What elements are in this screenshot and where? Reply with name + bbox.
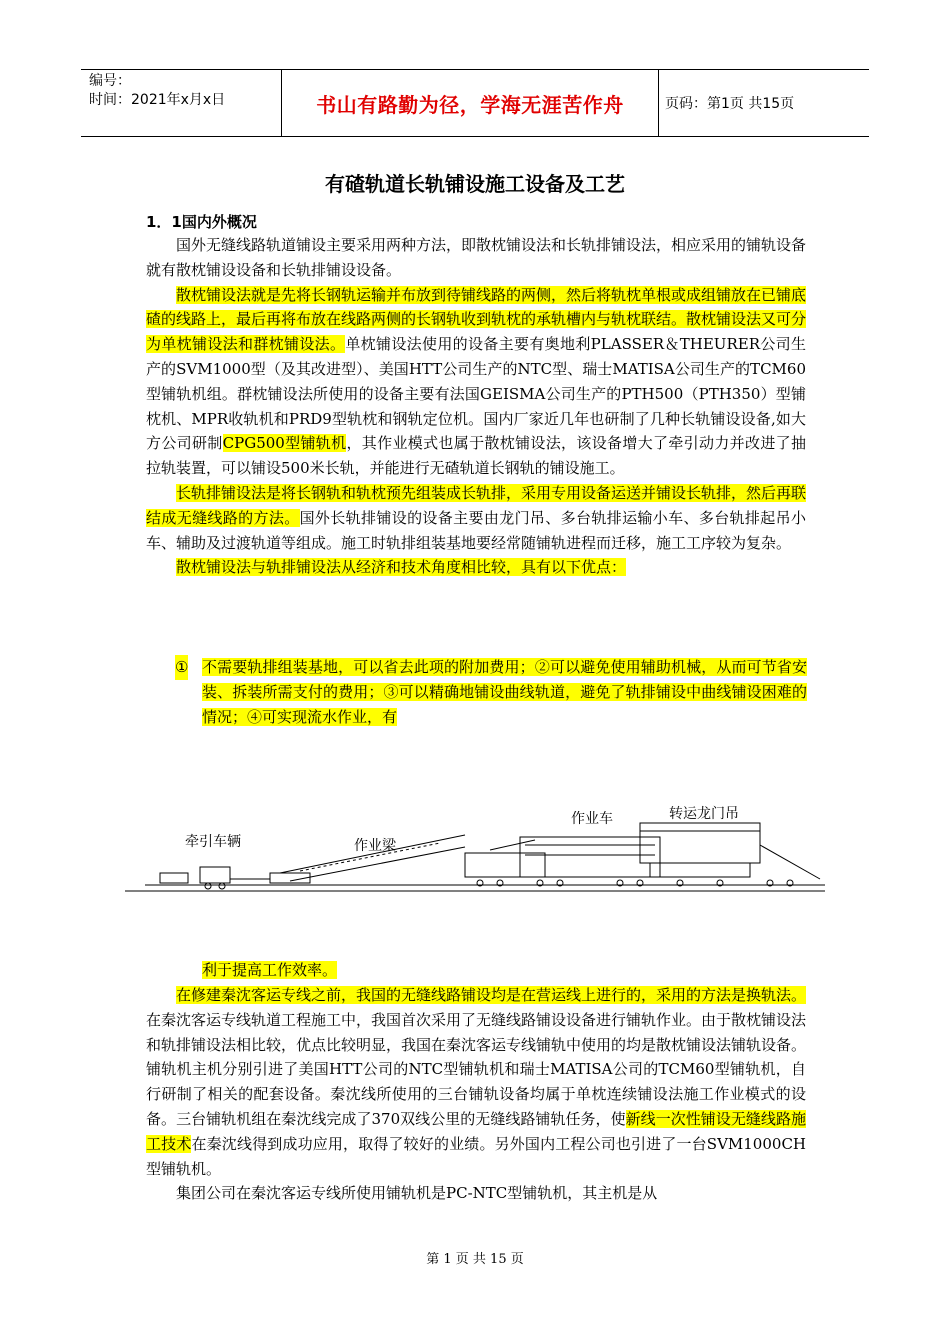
label-work-beam: 作业梁 xyxy=(354,838,396,854)
list-item xyxy=(202,655,807,729)
highlight: 利于提高工作效率。 xyxy=(202,961,338,979)
paragraph-overview: 国外无缝线路轨道铺设主要采用两种方法，即散枕铺设法和长轨排铺设法，相应采用的铺轨设备就有散枕铺设设备和长轨排铺设设备。 xyxy=(146,236,807,279)
highlight: 新线一次性铺设无缝线路施工技术 xyxy=(146,1109,806,1153)
paragraph-text: 在秦沈客运专线轨道工程施工中，我国首次采用了无缝线路铺设设备进行铺轨作业。由于散枕铺设法和轨排铺设法相比较，优点比较明显，我国在秦沈客运专线铺轨中使用的均是散枕铺设法铺轨设备。铺轨机主机分别引进了美国HTT公司的NTC型铺轨机和瑞士MATISA公司的TCM60型铺轨机，自行研制了相关的配套设备。秦沈线所使用的三台铺轨设备均属于单枕连续铺设法施工作业模式的设备。三台铺轨机组在秦沈线完成了370双线公里的无缝线路铺轨任务，使 xyxy=(146,1010,807,1128)
label-gantry-crane: 转运龙门吊 xyxy=(669,806,739,822)
list-item-continued xyxy=(202,958,807,983)
work-car-front xyxy=(465,853,545,877)
header-motto: 书山有路勤为径，学海无涯苦作舟 xyxy=(281,70,659,136)
body-text-upper xyxy=(146,233,806,580)
document-title: 有碴轨道长轨铺设施工设备及工艺 xyxy=(325,172,625,196)
paragraph-text: 国外长轨排铺设的设备主要由龙门吊、多台轨排运输小车、多台轨排起吊小车、辅助及过渡轨道等组成。施工时轨排组装基地要经常随铺轨进程而迁移，施工工序较为复杂。 xyxy=(146,508,806,552)
paragraph-comparison xyxy=(146,555,806,580)
paragraph-qinshen xyxy=(146,983,806,1181)
tractor-cab xyxy=(200,867,230,883)
body-text-lower xyxy=(146,983,806,1206)
label-tractor: 牵引车辆 xyxy=(185,834,241,850)
gantry-crane xyxy=(640,823,760,863)
highlight: 散枕铺设法就是先将长钢轨运输并布放到待铺线路的两侧，然后将轨枕单根或成组铺放在已铺底碴的线路上，最后再将布放在线路两侧的长钢轨收到轨枕的承轨槽内与轨枕联结。散枕铺设法又可分为单枕铺设法和群枕铺设法。 xyxy=(146,285,807,354)
section-heading: 1．1国内外概况 xyxy=(146,213,257,231)
paragraph-panel-method xyxy=(146,481,806,555)
header-meta xyxy=(81,70,281,136)
paragraph-group-company: 集团公司在秦沈客运专线所使用铺轨机是PC-NTC型铺轨机，其主机是从 xyxy=(176,1184,658,1203)
paragraph-text: ，其作业模式也属于散枕铺设法，该设备增大了牵引动力并改进了抽拉轨装置，可以铺设500米长轨，并能进行无碴轨道长钢轨的铺设施工。 xyxy=(146,434,806,478)
page-footer: 第 1 页 共 15 页 xyxy=(426,1252,524,1267)
highlight: 长轨排铺设法是将长钢轨和轨枕预先组装成长轨排，采用专用设备运送并铺设长轨排，然后再联结成无缝线路的方法。 xyxy=(146,483,807,527)
document-number: 编号： xyxy=(89,73,131,89)
paragraph-text: 在秦沈线得到成功应用，取得了较好的业绩。另外国内工程公司也引进了一台SVM1000CH型铺轨机。 xyxy=(146,1134,806,1178)
track-laying-diagram xyxy=(120,795,830,905)
advantages-list xyxy=(175,655,807,729)
highlight: CPG500型铺轨机 xyxy=(222,434,347,453)
paragraph-sleeper-method xyxy=(146,283,806,481)
list-number: ① xyxy=(175,655,188,680)
highlight: 在修建秦沈客运专线之前，我国的无缝线路铺设均是在营运线上进行的，采用的方法是换轨法。 xyxy=(176,986,807,1004)
work-car xyxy=(520,837,660,877)
tractor-body xyxy=(160,873,188,883)
paragraph-text: 单枕铺设法使用的设备主要有奥地利PLASSER＆THEURER公司生产的SVM1000型（及其改进型）、美国HTT公司生产的NTC型、瑞士MATISA公司生产的TCM60型铺轨机组。群枕铺设法所使用的设备主要有法国GEISMA公司生产的PTH500（PTH350）型铺枕机、MPR收轨机和PRD9型轨枕和钢轨定位机。国内厂家近几年也研制了几种长轨铺设设备,如大方公司研制 xyxy=(146,335,806,453)
advantages-list-continued xyxy=(175,958,807,983)
highlight: 散枕铺设法与轨排铺设法从经济和技术角度相比较，具有以下优点： xyxy=(176,558,627,577)
label-work-car: 作业车 xyxy=(571,811,613,827)
header-page-info: 页码：第1页 共15页 xyxy=(665,96,795,112)
page-header xyxy=(81,69,869,137)
highlight: 不需要轨排组装基地，可以省去此项的附加费用；②可以避免使用辅助机械，从而可节省安装、拆装所需支付的费用；③可以精确地铺设曲线轨道，避免了轨排铺设中曲线铺设困难的情况；④可实现流水作业，有 xyxy=(202,658,807,726)
document-date: 时间：2021年x月x日 xyxy=(89,92,226,108)
